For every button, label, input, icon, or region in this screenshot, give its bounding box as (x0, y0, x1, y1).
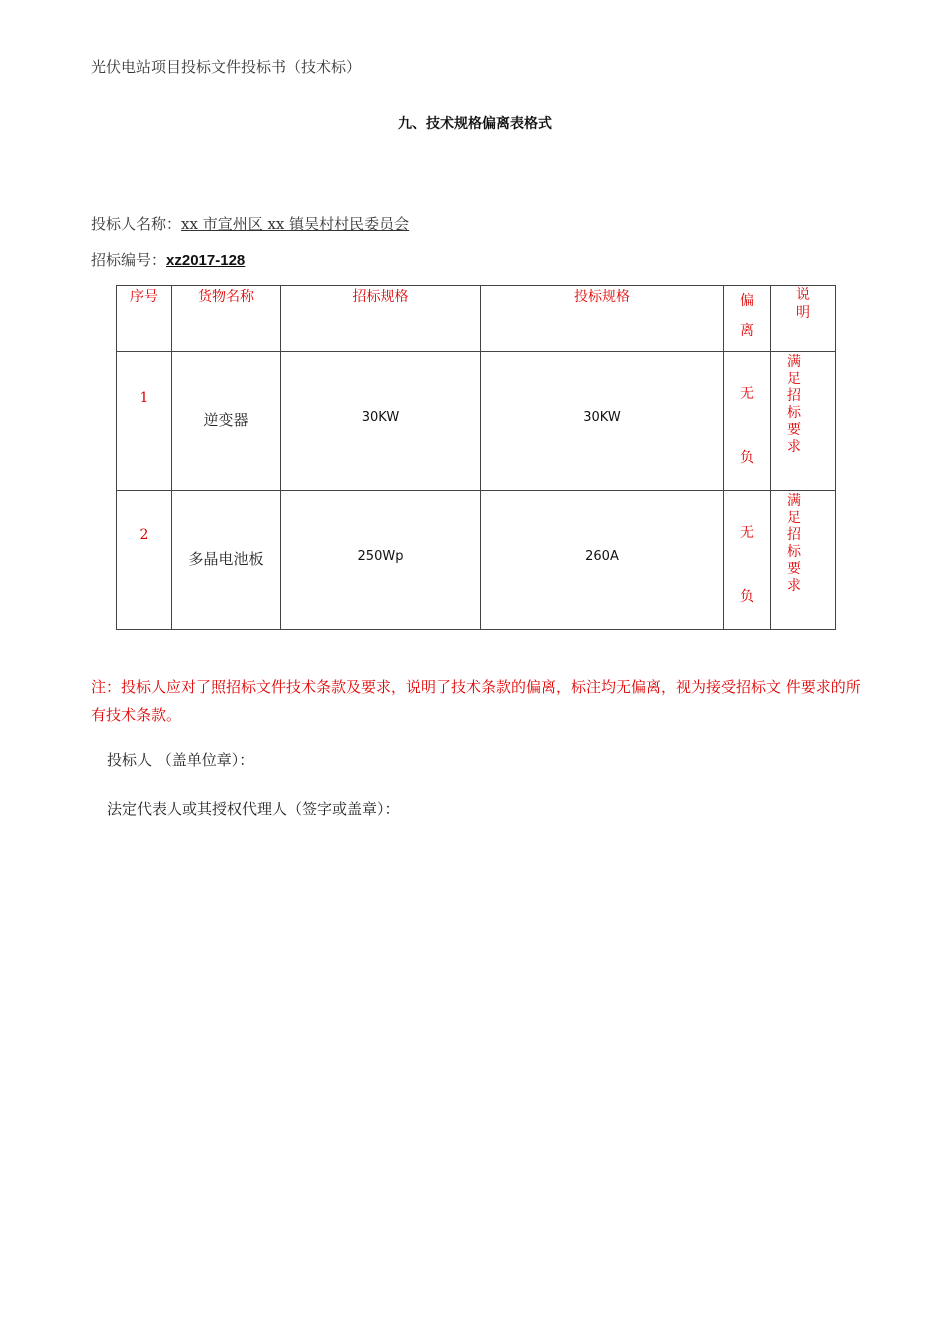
row-index: 2 (117, 491, 172, 630)
header-index: 序号 (117, 286, 172, 352)
row-tender-spec: 250Wp (281, 491, 481, 630)
table-row (117, 491, 836, 630)
row-deviation (724, 491, 771, 630)
header-remark-text: 说明 (796, 287, 810, 321)
header-bid-spec: 投标规格 (481, 286, 724, 352)
representative-signature-line: 法定代表人或其授权代理人（签字或盖章）： (107, 800, 400, 818)
header-goods: 货物名称 (172, 286, 281, 352)
header-remark (771, 286, 836, 352)
bidder-name-field (91, 213, 409, 234)
row-remark-text: 满足招标要求 (787, 493, 805, 594)
row-deviation-text: 无负 (740, 525, 754, 605)
bidder-name-label: 投标人名称： (91, 215, 182, 233)
row-tender-spec: 30KW (281, 352, 481, 491)
row-deviation-text: 无负 (740, 386, 754, 466)
running-header: 光伏电站项目投标文件投标书（技术标） (91, 58, 362, 76)
header-tender-spec: 招标规格 (281, 286, 481, 352)
table-row (117, 352, 836, 491)
row-deviation (724, 352, 771, 491)
table-header-row (117, 286, 836, 352)
row-index: 1 (117, 352, 172, 491)
note-text: 注：投标人应对了照招标文件技术条款及要求，说明了技术条款的偏离，标注均无偏离，视为接受招标文 件要求的所有技术条款。 (91, 678, 861, 724)
tender-code-value: xz2017-128 (166, 252, 246, 269)
row-bid-spec: 260A (481, 491, 724, 630)
header-deviation-text: 偏离 (740, 293, 754, 339)
bidder-name-value: xx 市宣州区 xx 镇吴村村民委员会 (181, 215, 410, 233)
section-title: 九、技术规格偏离表格式 (398, 116, 552, 132)
header-deviation (724, 286, 771, 352)
row-remark-text: 满足招标要求 (787, 354, 805, 455)
row-goods: 逆变器 (172, 352, 281, 491)
row-remark (771, 352, 836, 491)
row-goods: 多晶电池板 (172, 491, 281, 630)
bidder-seal-line: 投标人 （盖单位章）： (107, 751, 255, 769)
tender-code-field (91, 249, 245, 270)
deviation-table (116, 285, 836, 630)
tender-code-label: 招标编号： (91, 251, 167, 269)
row-bid-spec: 30KW (481, 352, 724, 491)
row-remark (771, 491, 836, 630)
